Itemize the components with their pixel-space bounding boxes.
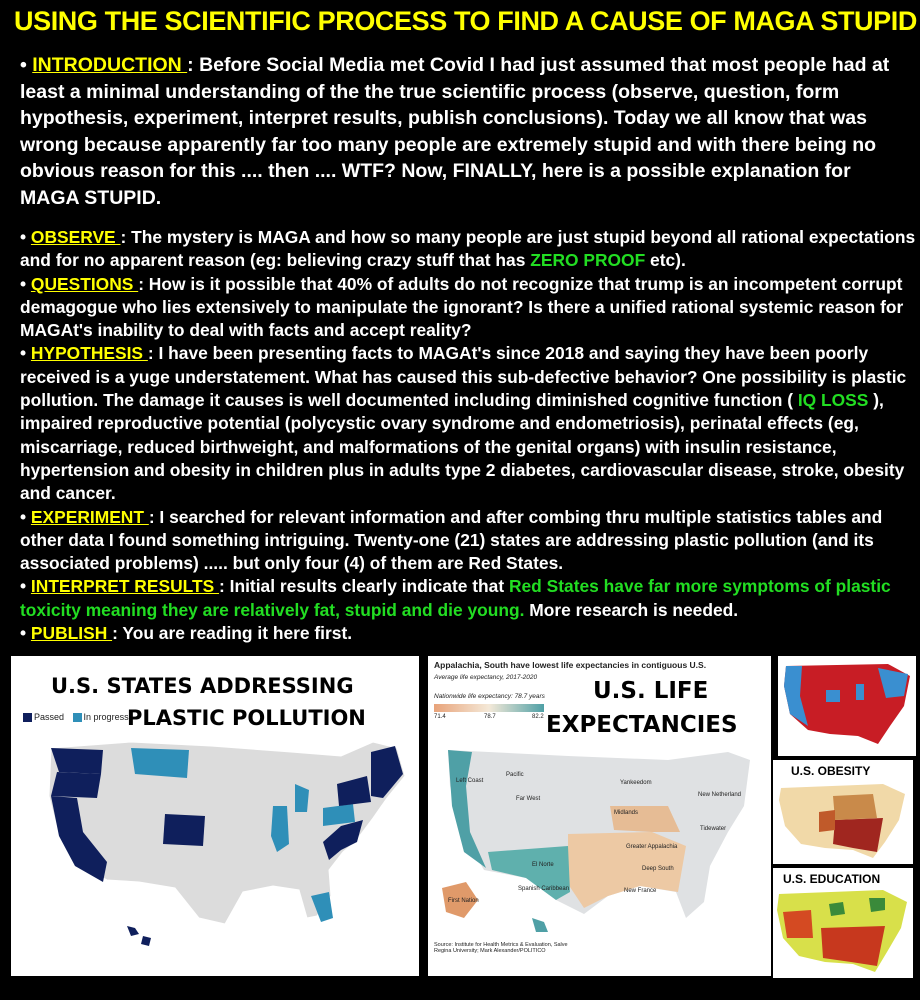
region-label-left-coast: Left Coast — [456, 778, 484, 784]
washington-state — [51, 748, 103, 774]
observe-text-after: etc). — [645, 250, 686, 271]
education-low-west — [783, 910, 813, 938]
region-label-el-norte: El Norte — [532, 862, 554, 868]
life-map-scale-min: 71.4 — [434, 714, 446, 720]
page-title: USING THE SCIENTIFIC PROCESS TO FIND A CAUSE OF MAGA STUPID — [14, 6, 917, 36]
hypothesis-highlight: IQ LOSS — [797, 390, 869, 411]
experiment-label: EXPERIMENT — [30, 506, 149, 527]
interpret-highlight: Red States have far more symptoms of plastic toxicity meaning they are relatively fat, stupid and die young. — [20, 576, 891, 620]
oregon-state — [51, 772, 101, 798]
hawaii-region — [532, 918, 548, 932]
life-map-title-line2: EXPECTANCIES — [546, 712, 738, 738]
red-blue-map — [778, 656, 916, 756]
life-map-headline: Appalachia, South have lowest life expectancies in contiguous U.S. — [434, 660, 707, 670]
obesity-high-plains — [819, 810, 835, 832]
life-map-scale-max: 82.2 — [532, 714, 544, 720]
life-map-nationwide: Nationwide life expectancy: 78.7 years — [434, 693, 545, 700]
questions-label: QUESTIONS — [30, 273, 139, 294]
region-label-spanish-caribbean: Spanish Caribbean — [518, 886, 570, 892]
education-map — [773, 868, 913, 978]
observe-paragraph: • OBSERVE : The mystery is MAGA and how so many people are just stupid beyond all rational expectations and for no apparent reason (eg: believing crazy stuff that has ZERO PROOF etc). — [20, 227, 916, 271]
region-label-tidewater: Tidewater — [700, 826, 727, 832]
publish-label: PUBLISH — [30, 623, 113, 644]
hypothesis-label: HYPOTHESIS — [30, 343, 148, 364]
intro-text: : Before Social Media met Covid I had just assumed that most people had at least a minimal understanding of the the true scientific process (observe, question, form hypothesis, experiment, interpret results, publish conclusions). Today we all know that was wrong because apparently far too many people are extremely stupid and with there being no obvious reason for this .... then .... WTF? Now, FINALLY, here is a possible explanation for MAGA STUPID. — [20, 54, 890, 209]
life-map-source: Source: Institute for Health Metrics & Evaluation, Salve Regina University; Mark Alexander/POLITICO — [434, 942, 568, 954]
questions-paragraph: • QUESTIONS : How is it possible that 40% of adults do not recognize that trump is an incompetent corrupt demagogue who lies extensively to manipulate the ignorant? Is there a unified rational systemic reason for MAGAt's inability to deal with facts and accept reality? — [20, 273, 904, 341]
region-label-midlands: Midlands — [614, 810, 639, 816]
publish-text: : You are reading it here first. — [112, 623, 353, 644]
plastic-pollution-map-panel — [11, 656, 419, 976]
hypothesis-text-after: ), impaired reproductive potential (polycystic ovary syndrome and endometriosis), perinatal effects (eg, miscarriage, reduced birthweight, and malformations of the genital organs) with insulin resistance, hypertension and obesity in children plus in adults type 2 diabetes, cardiovascular disease, stroke, obesity and cancer. — [20, 390, 905, 504]
plastic-map-title-line1: U.S. STATES ADDRESSING — [51, 674, 354, 698]
bullet: • — [20, 54, 27, 76]
region-label-deep-south: Deep South — [642, 866, 674, 872]
hypothesis-paragraph: • HYPOTHESIS : I have been presenting facts to MAGAt's since 2018 and saying they have been poorly received is a yuge understatement. What has caused this sub-defective behavior? One possibility is plastic pollution. The damage it causes is well documented including diminished cognitive function ( IQ LOSS ), impaired reproductive potential (polycystic ovary syndrome and endometriosis), perinatal effects (eg, miscarriage, reduced birthweight, and malformations of the genital organs) with insulin resistance, hypertension and obesity in children plus in adults type 2 diabetes, cardiovascular disease, stroke, obesity and cancer. — [20, 343, 907, 504]
experiment-paragraph: • EXPERIMENT : I searched for relevant information and after combing thru multiple statistics tables and other data I found something intriguing. Twenty-one (21) states are addressing plastic pollution (and its associated problems) ..... but only four (4) of them are Red States. — [20, 506, 883, 574]
interpret-text: : Initial results clearly indicate that — [219, 576, 509, 597]
life-map-scale-mid: 78.7 — [484, 714, 496, 720]
intro-paragraph — [20, 52, 910, 211]
blue-colorado — [826, 690, 840, 702]
experiment-text: : I searched for relevant information and after combing thru multiple statistics tables and other data I found something intriguing. Twenty-one (21) states are addressing plastic pollution (and its associated problems) ..... but only four (4) of them are Red States. — [20, 506, 883, 574]
interpret-paragraph: • INTERPRET RESULTS : Initial results clearly indicate that Red States have far more symptoms of plastic toxicity meaning they are relatively fat, stupid and die young. More research is needed. — [20, 576, 891, 620]
region-label-far-west: Far West — [516, 796, 541, 802]
region-label-new-netherland: New Netherland — [698, 792, 742, 798]
montana-state — [131, 748, 189, 778]
observe-text: : The mystery is MAGA and how so many people are just stupid beyond all rational expectations and for no apparent reason (eg: believing crazy stuff that has — [20, 227, 916, 271]
observe-highlight: ZERO PROOF — [530, 250, 646, 271]
questions-text: : How is it possible that 40% of adults do not recognize that trump is an incompetent corrupt demagogue who lies extensively to manipulate the ignorant? Is there a unified rational systemic reason for MAGAt's inability to deal with facts and accept reality? — [20, 273, 904, 341]
interpret-label: INTERPRET RESULTS — [30, 576, 220, 597]
region-label-pacific: Pacific — [506, 772, 524, 778]
blue-illinois — [856, 684, 864, 700]
plastic-pollution-map — [11, 656, 419, 976]
life-expectancy-map — [428, 656, 771, 976]
obesity-map — [773, 760, 913, 864]
obesity-map-panel — [773, 760, 913, 864]
region-label-new-france: New France — [624, 888, 657, 894]
hypothesis-text: : I have been presenting facts to MAGAt's since 2018 and saying they have been poorly received is a yuge understatement. What has caused this sub-defective behavior? One possibility is plastic pollution. The damage it causes is well documented including diminished cognitive function ( — [20, 343, 907, 411]
hawaii-state — [127, 926, 151, 946]
legend-passed-label: Passed — [34, 712, 65, 722]
method-section — [20, 226, 916, 645]
region-label-first-nation: First Nation — [448, 898, 479, 904]
life-map-subline: Average life expectancy, 2017-2020 — [434, 674, 538, 681]
region-label-yankeedom: Yankeedom — [620, 780, 652, 786]
education-map-panel — [773, 868, 913, 978]
life-expectancy-map-panel — [428, 656, 771, 976]
interpret-text-after: More research is needed. — [524, 599, 739, 620]
life-map-title-line1: U.S. LIFE — [593, 678, 709, 704]
legend-progress-label: In progress — [83, 712, 129, 722]
red-blue-map-panel — [778, 656, 916, 756]
observe-label: OBSERVE — [30, 227, 121, 247]
obesity-map-title: U.S. OBESITY — [791, 764, 871, 778]
education-map-title: U.S. EDUCATION — [783, 872, 881, 886]
obesity-mid-midwest — [833, 794, 877, 820]
colorado-state — [163, 814, 205, 846]
plastic-map-title-line2: PLASTIC POLLUTION — [127, 706, 366, 730]
publish-paragraph: • PUBLISH : You are reading it here first. — [20, 623, 353, 644]
intro-label: INTRODUCTION — [32, 54, 188, 76]
region-label-greater-appalachia: Greater Appalachia — [626, 844, 678, 850]
